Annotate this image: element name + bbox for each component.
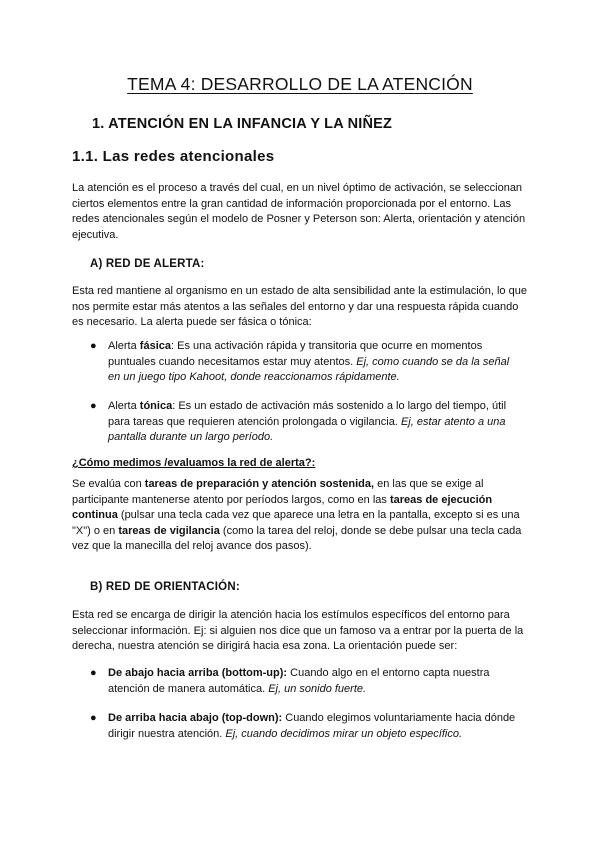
intro-paragraph: La atención es el proceso a través del cual, en un nivel óptimo de activación, se seleccionan ciertos elementos entre la gran cantidad de información proporcionada por el entorno. Las redes atencionales según el modelo de Posner y Peterson son: Alerta, orientación y atención ejecutiva. — [72, 182, 526, 241]
list-item-bottom-up: ● De abajo hacia arriba (bottom-up): Cuando algo en el entorno capta nuestra atención de manera automática. Ej, un sonido fuerte. — [90, 667, 490, 695]
alerta-heading: A) RED DE ALERTA: — [90, 258, 205, 270]
bullet-icon: ● — [90, 667, 97, 679]
alerta-description: Esta red mantiene al organismo en un estado de alta sensibilidad ante la estimulación, lo que nos permite estar más atentos a las señales del entorno y dar una respuesta rápida cuando es necesario. La alerta puede ser fásica o tónica: — [72, 285, 527, 329]
orientacion-description: Esta red se encarga de dirigir la atención hacia los estímulos específicos del entorno para seleccionar información. Ej: si alguien nos dice que un famoso va a entrar por la puerta de la derecha, nuestra atención se dirigirá hacia esa zona. La orientación puede ser: — [72, 609, 524, 653]
measure-heading: ¿Cómo medimos /evaluamos la red de alerta?: — [72, 457, 316, 469]
list-item-fasica: ● Alerta fásica: Es una activación rápida y transitoria que ocurre en momentos puntuales cuando necesitamos estar muy atentos. Ej, como cuando se da la señal en un juego tipo Kahoot, donde reaccionamos rápidamente. — [90, 340, 510, 384]
section-heading: 1. ATENCIÓN EN LA INFANCIA Y LA NIÑEZ — [92, 116, 393, 132]
orientacion-heading: B) RED DE ORIENTACIÓN: — [90, 581, 240, 593]
measure-paragraph: Se evalúa con tareas de preparación y atención sostenida, en las que se exige al participante mantenerse atento por períodos largos, como en las tareas de ejecución continua (pulsar una tecla cada vez que aparece una letra en la pantalla, excepto si es una "X") o en tareas de vigilancia (como la tarea del reloj, donde se debe pulsar una tecla cada vez que la manecilla del reloj avance dos pasos). — [72, 478, 522, 553]
page-title: TEMA 4: DESARROLLO DE LA ATENCIÓN — [127, 74, 473, 94]
bullet-icon: ● — [90, 340, 97, 352]
list-item-tonica: ● Alerta tónica: Es un estado de activación más sostenido a lo largo del tiempo, útil para tareas que requieren atención prolongada o vigilancia. Ej, estar atento a una pantalla durante un largo período. — [90, 400, 507, 444]
list-item-top-down: ● De arriba hacia abajo (top-down): Cuando elegimos voluntariamente hacia dónde dirigir nuestra atención. Ej, cuando decidimos mirar un objeto específico. — [90, 712, 516, 740]
bullet-icon: ● — [90, 400, 97, 412]
bullet-icon: ● — [90, 712, 97, 724]
subsection-heading: 1.1. Las redes atencionales — [72, 148, 275, 165]
